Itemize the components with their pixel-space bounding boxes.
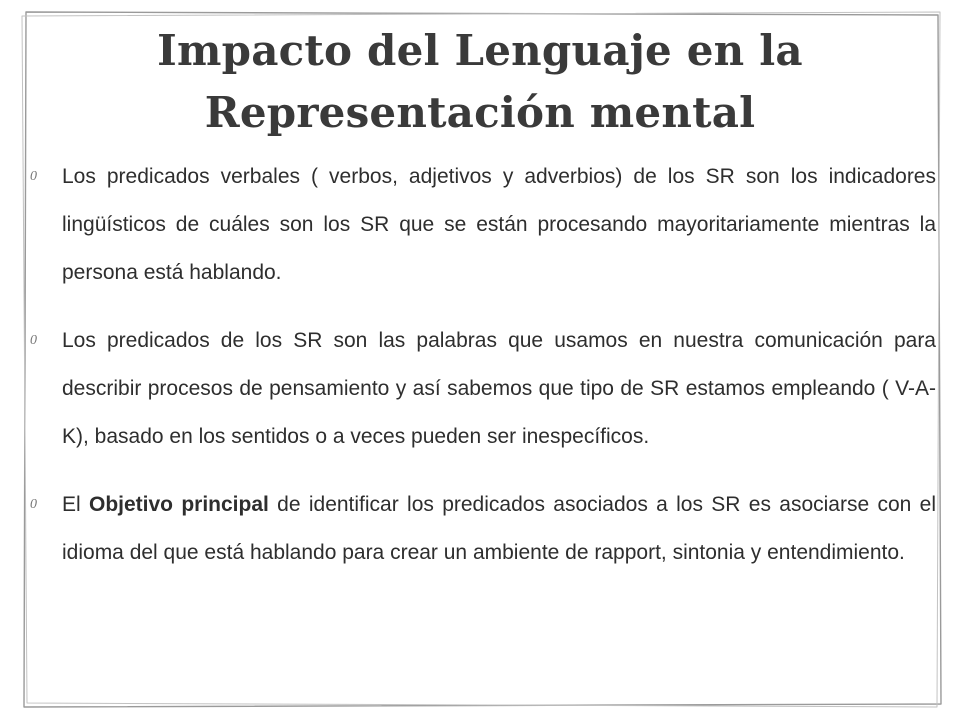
bullet-marker: 0 [30, 169, 37, 184]
bullet-marker: 0 [30, 497, 37, 512]
bullet-text-bold: Objetivo principal [89, 493, 269, 516]
bullet-text-suffix: de identificar los predicados asociados a los SR es asociarse con el idioma del que está hablando para crear un ambiente de rapport, sintonia y entendimiento. [62, 493, 937, 564]
bullet-marker: 0 [30, 333, 37, 348]
bullet-list [30, 153, 936, 597]
bullet-item-1 [30, 153, 936, 297]
bullet-text: Los predicados verbales ( verbos, adjetivos y adverbios) de los SR son los indicadores lingüísticos de cuáles son los SR que se están procesando mayoritariamente mientras la persona está hablando. [62, 165, 936, 284]
bullet-item-2 [30, 317, 936, 461]
slide-title: Impacto del Lenguaje en la Representación mental [157, 26, 803, 137]
bullet-text-prefix: El [62, 493, 89, 516]
bullet-text: Los predicados de los SR son las palabras que usamos en nuestra comunicación para describir procesos de pensamiento y así sabemos que tipo de SR estamos empleando ( V-A-K), basado en los sentidos o a veces pueden ser inespecíficos. [62, 329, 936, 448]
bullet-item-3 [30, 481, 936, 577]
